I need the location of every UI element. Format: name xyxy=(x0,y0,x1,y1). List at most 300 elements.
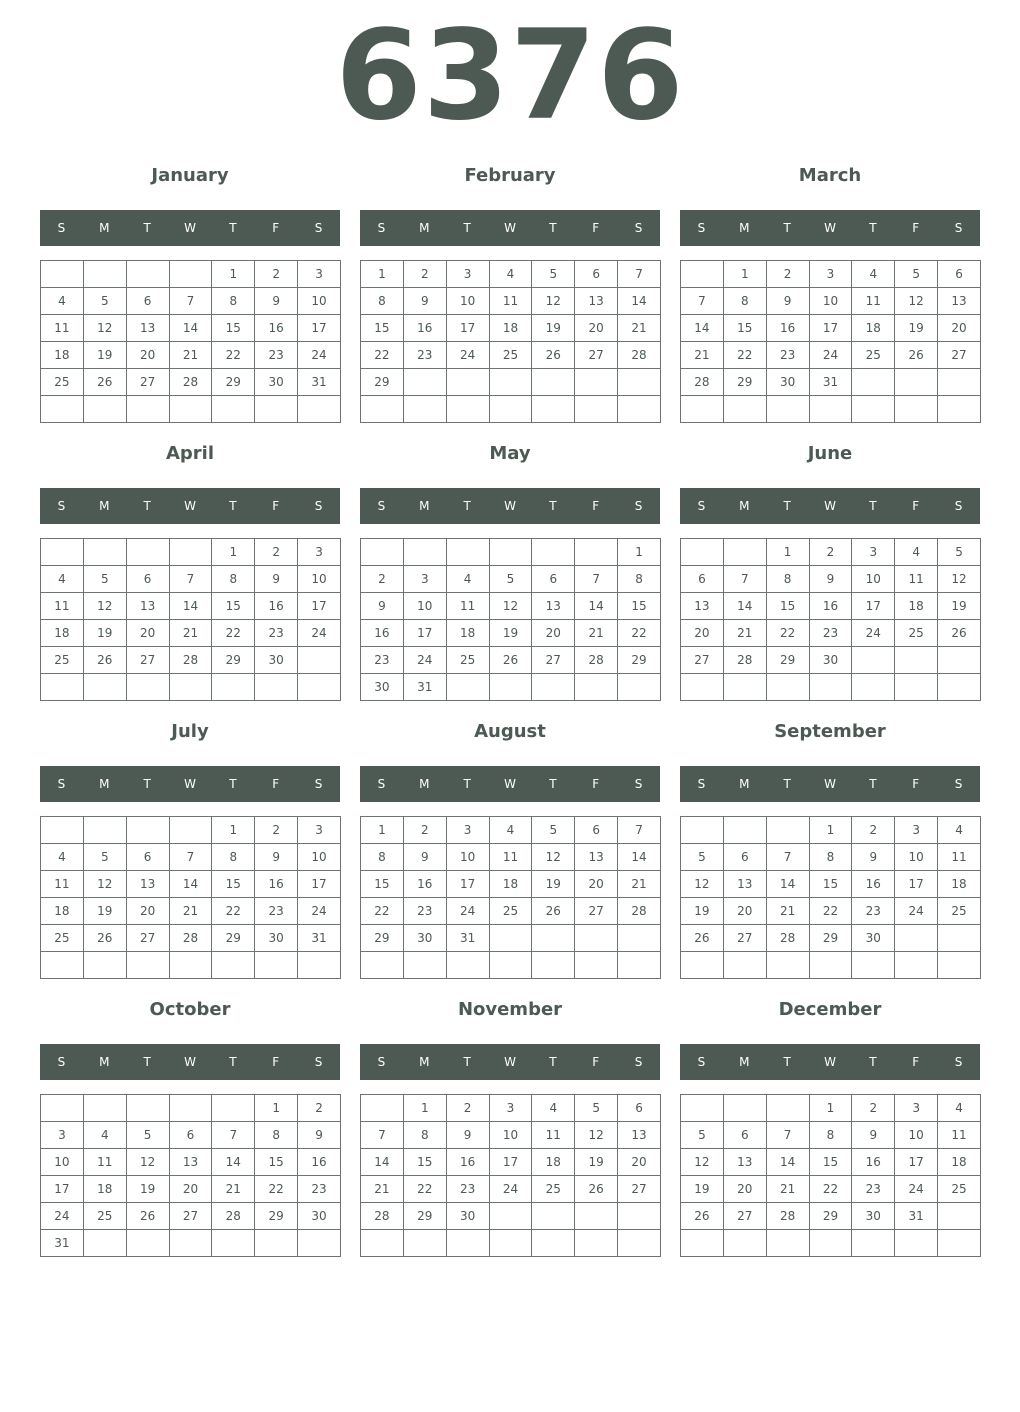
empty-cell xyxy=(255,1230,298,1257)
weekday-label: S xyxy=(954,1055,963,1069)
day-cell: 4 xyxy=(83,1122,126,1149)
day-cell: 4 xyxy=(41,844,84,871)
day-cell: 21 xyxy=(169,620,212,647)
day-cell: 11 xyxy=(446,593,489,620)
week-row xyxy=(681,261,981,288)
empty-cell xyxy=(618,1203,661,1230)
day-cell: 6 xyxy=(575,817,618,844)
empty-cell xyxy=(938,369,981,396)
day-cell: 5 xyxy=(126,1122,169,1149)
day-cell: 10 xyxy=(403,593,446,620)
day-cell: 13 xyxy=(681,593,724,620)
day-cell: 3 xyxy=(41,1122,84,1149)
day-cell: 5 xyxy=(83,288,126,315)
week-row xyxy=(681,396,981,423)
weekday-header xyxy=(40,210,340,246)
empty-cell xyxy=(361,952,404,979)
day-cell: 9 xyxy=(766,288,809,315)
day-cell: 1 xyxy=(212,539,255,566)
day-grid xyxy=(360,1094,661,1257)
day-cell: 15 xyxy=(809,1149,852,1176)
weekday-label: S xyxy=(954,777,963,791)
month-october xyxy=(40,996,340,1250)
weekday-label: S xyxy=(697,777,706,791)
day-cell: 16 xyxy=(809,593,852,620)
month-february xyxy=(360,162,660,389)
day-cell: 19 xyxy=(681,1176,724,1203)
weekday-label: T xyxy=(463,499,471,513)
week-row xyxy=(41,844,341,871)
empty-cell xyxy=(169,261,212,288)
day-cell: 29 xyxy=(403,1203,446,1230)
month-november xyxy=(360,996,660,1223)
day-cell: 8 xyxy=(809,1122,852,1149)
day-cell: 2 xyxy=(255,539,298,566)
day-grid xyxy=(680,816,981,979)
day-cell: 20 xyxy=(575,315,618,342)
day-cell: 30 xyxy=(852,925,895,952)
day-cell: 27 xyxy=(575,342,618,369)
empty-cell xyxy=(938,925,981,952)
day-cell: 2 xyxy=(809,539,852,566)
week-row xyxy=(681,871,981,898)
day-cell: 2 xyxy=(361,566,404,593)
day-cell: 14 xyxy=(766,1149,809,1176)
day-cell: 19 xyxy=(489,620,532,647)
empty-cell xyxy=(83,674,126,701)
month-name: July xyxy=(171,721,209,742)
day-cell: 4 xyxy=(446,566,489,593)
empty-cell xyxy=(41,817,84,844)
weekday-label: S xyxy=(377,777,386,791)
weekday-label: T xyxy=(229,221,237,235)
empty-cell xyxy=(895,369,938,396)
weekday-header xyxy=(360,1044,660,1080)
day-cell: 12 xyxy=(532,288,575,315)
weekday-label: F xyxy=(912,221,920,235)
empty-cell xyxy=(126,539,169,566)
day-cell: 9 xyxy=(255,566,298,593)
day-cell: 12 xyxy=(83,593,126,620)
day-cell: 16 xyxy=(255,871,298,898)
empty-cell xyxy=(212,1230,255,1257)
day-cell: 1 xyxy=(361,261,404,288)
weekday-label: M xyxy=(739,221,750,235)
week-row xyxy=(41,647,341,674)
day-cell: 29 xyxy=(255,1203,298,1230)
weekday-label: M xyxy=(419,1055,430,1069)
day-cell: 1 xyxy=(361,817,404,844)
day-cell: 24 xyxy=(446,342,489,369)
day-cell: 10 xyxy=(298,288,341,315)
day-cell: 11 xyxy=(489,288,532,315)
empty-cell xyxy=(212,396,255,423)
week-row xyxy=(681,288,981,315)
weekday-label: W xyxy=(504,499,516,513)
empty-cell xyxy=(681,261,724,288)
day-cell: 13 xyxy=(126,871,169,898)
day-cell: 4 xyxy=(938,817,981,844)
day-cell: 26 xyxy=(126,1203,169,1230)
weekday-header xyxy=(680,488,980,524)
empty-cell xyxy=(169,396,212,423)
day-cell: 29 xyxy=(212,925,255,952)
day-cell: 30 xyxy=(298,1203,341,1230)
day-cell: 29 xyxy=(361,925,404,952)
day-cell: 1 xyxy=(212,261,255,288)
day-cell: 21 xyxy=(575,620,618,647)
empty-cell xyxy=(83,396,126,423)
empty-cell xyxy=(766,817,809,844)
day-cell: 7 xyxy=(766,844,809,871)
day-cell: 4 xyxy=(489,261,532,288)
day-cell: 9 xyxy=(852,1122,895,1149)
empty-cell xyxy=(681,396,724,423)
day-cell: 5 xyxy=(895,261,938,288)
day-cell: 11 xyxy=(895,566,938,593)
weekday-label: T xyxy=(549,777,557,791)
day-cell: 10 xyxy=(809,288,852,315)
day-cell: 5 xyxy=(938,539,981,566)
day-cell: 12 xyxy=(83,871,126,898)
day-cell: 24 xyxy=(895,898,938,925)
day-cell: 3 xyxy=(489,1095,532,1122)
day-cell: 3 xyxy=(446,817,489,844)
empty-cell xyxy=(212,674,255,701)
empty-cell xyxy=(489,925,532,952)
day-cell: 27 xyxy=(532,647,575,674)
month-march xyxy=(680,162,980,389)
empty-cell xyxy=(895,952,938,979)
weekday-label: F xyxy=(592,499,600,513)
day-cell: 31 xyxy=(809,369,852,396)
day-cell: 12 xyxy=(681,871,724,898)
day-cell: 23 xyxy=(255,620,298,647)
day-cell: 2 xyxy=(298,1095,341,1122)
day-cell: 30 xyxy=(255,925,298,952)
weekday-header xyxy=(40,488,340,524)
empty-cell xyxy=(446,1230,489,1257)
day-cell: 17 xyxy=(298,871,341,898)
weekday-label: W xyxy=(504,221,516,235)
day-cell: 13 xyxy=(532,593,575,620)
day-cell: 5 xyxy=(83,844,126,871)
weekday-label: T xyxy=(549,221,557,235)
day-cell: 12 xyxy=(575,1122,618,1149)
week-row xyxy=(681,566,981,593)
day-cell: 28 xyxy=(766,925,809,952)
day-cell: 17 xyxy=(809,315,852,342)
empty-cell xyxy=(766,1095,809,1122)
day-cell: 19 xyxy=(83,342,126,369)
week-row xyxy=(681,315,981,342)
day-cell: 12 xyxy=(489,593,532,620)
day-cell: 22 xyxy=(723,342,766,369)
empty-cell xyxy=(532,1230,575,1257)
empty-cell xyxy=(298,396,341,423)
empty-cell xyxy=(446,369,489,396)
day-cell: 20 xyxy=(575,871,618,898)
week-row xyxy=(361,315,661,342)
empty-cell xyxy=(575,369,618,396)
weekday-label: S xyxy=(314,499,323,513)
day-cell: 21 xyxy=(681,342,724,369)
empty-cell xyxy=(723,1095,766,1122)
day-cell: 30 xyxy=(255,369,298,396)
week-row xyxy=(41,1176,341,1203)
day-cell: 2 xyxy=(852,1095,895,1122)
day-cell: 6 xyxy=(126,844,169,871)
empty-cell xyxy=(681,817,724,844)
empty-cell xyxy=(723,396,766,423)
day-cell: 16 xyxy=(403,315,446,342)
day-cell: 8 xyxy=(723,288,766,315)
day-cell: 22 xyxy=(212,620,255,647)
empty-cell xyxy=(83,1095,126,1122)
day-cell: 24 xyxy=(489,1176,532,1203)
day-cell: 21 xyxy=(361,1176,404,1203)
day-cell: 9 xyxy=(403,288,446,315)
empty-cell xyxy=(41,952,84,979)
day-cell: 7 xyxy=(723,566,766,593)
day-cell: 15 xyxy=(212,593,255,620)
day-cell: 25 xyxy=(895,620,938,647)
day-cell: 16 xyxy=(446,1149,489,1176)
empty-cell xyxy=(618,1230,661,1257)
day-cell: 8 xyxy=(212,566,255,593)
empty-cell xyxy=(169,674,212,701)
day-cell: 30 xyxy=(766,369,809,396)
empty-cell xyxy=(489,396,532,423)
day-cell: 22 xyxy=(361,342,404,369)
day-cell: 20 xyxy=(126,342,169,369)
week-row xyxy=(361,1149,661,1176)
day-cell: 14 xyxy=(618,288,661,315)
day-cell: 31 xyxy=(403,674,446,701)
day-cell: 4 xyxy=(938,1095,981,1122)
month-december xyxy=(680,996,980,1223)
day-cell: 23 xyxy=(403,342,446,369)
day-cell: 18 xyxy=(41,620,84,647)
day-cell: 28 xyxy=(212,1203,255,1230)
empty-cell xyxy=(852,952,895,979)
day-cell: 3 xyxy=(809,261,852,288)
empty-cell xyxy=(618,674,661,701)
weekday-label: W xyxy=(184,1055,196,1069)
weekday-header xyxy=(40,766,340,802)
day-cell: 15 xyxy=(361,315,404,342)
day-cell: 9 xyxy=(809,566,852,593)
day-cell: 2 xyxy=(255,817,298,844)
empty-cell xyxy=(361,1230,404,1257)
weekday-label: S xyxy=(634,777,643,791)
week-row xyxy=(361,593,661,620)
day-cell: 26 xyxy=(489,647,532,674)
day-cell: 3 xyxy=(446,261,489,288)
day-cell: 19 xyxy=(681,898,724,925)
day-cell: 14 xyxy=(169,315,212,342)
week-row xyxy=(41,261,341,288)
day-cell: 8 xyxy=(618,566,661,593)
weekday-header xyxy=(360,766,660,802)
day-cell: 18 xyxy=(938,1149,981,1176)
day-cell: 28 xyxy=(723,647,766,674)
empty-cell xyxy=(938,952,981,979)
weekday-label: F xyxy=(272,221,280,235)
day-cell: 17 xyxy=(41,1176,84,1203)
weekday-label: W xyxy=(824,1055,836,1069)
day-cell: 24 xyxy=(895,1176,938,1203)
empty-cell xyxy=(489,1203,532,1230)
empty-cell xyxy=(681,1230,724,1257)
day-cell: 22 xyxy=(766,620,809,647)
weekday-label: T xyxy=(143,777,151,791)
day-cell: 4 xyxy=(41,566,84,593)
month-name: October xyxy=(149,999,231,1020)
day-cell: 23 xyxy=(298,1176,341,1203)
weekday-label: F xyxy=(912,1055,920,1069)
week-row xyxy=(681,647,981,674)
empty-cell xyxy=(766,396,809,423)
day-cell: 19 xyxy=(532,315,575,342)
empty-cell xyxy=(298,647,341,674)
week-row xyxy=(361,871,661,898)
day-cell: 19 xyxy=(532,871,575,898)
empty-cell xyxy=(489,952,532,979)
weekday-label: W xyxy=(824,499,836,513)
week-row xyxy=(361,396,661,423)
day-cell: 22 xyxy=(618,620,661,647)
day-cell: 8 xyxy=(212,288,255,315)
empty-cell xyxy=(169,539,212,566)
day-grid xyxy=(40,1094,341,1257)
day-cell: 17 xyxy=(895,871,938,898)
day-cell: 15 xyxy=(403,1149,446,1176)
week-row xyxy=(41,539,341,566)
day-cell: 5 xyxy=(532,261,575,288)
day-cell: 15 xyxy=(723,315,766,342)
week-row xyxy=(681,952,981,979)
weekday-label: S xyxy=(954,499,963,513)
weekday-label: T xyxy=(869,221,877,235)
day-cell: 14 xyxy=(169,593,212,620)
day-grid xyxy=(40,260,341,423)
day-cell: 19 xyxy=(83,898,126,925)
week-row xyxy=(361,1203,661,1230)
month-name: April xyxy=(165,443,215,464)
weekday-header xyxy=(40,1044,340,1080)
day-cell: 28 xyxy=(766,1203,809,1230)
empty-cell xyxy=(126,817,169,844)
week-row xyxy=(681,898,981,925)
day-cell: 31 xyxy=(41,1230,84,1257)
day-cell: 8 xyxy=(766,566,809,593)
empty-cell xyxy=(532,674,575,701)
empty-cell xyxy=(575,952,618,979)
day-cell: 21 xyxy=(169,898,212,925)
empty-cell xyxy=(255,952,298,979)
weekday-label: T xyxy=(463,1055,471,1069)
day-cell: 3 xyxy=(298,817,341,844)
day-cell: 26 xyxy=(575,1176,618,1203)
day-cell: 26 xyxy=(938,620,981,647)
empty-cell xyxy=(723,674,766,701)
empty-cell xyxy=(938,396,981,423)
empty-cell xyxy=(403,952,446,979)
day-cell: 25 xyxy=(852,342,895,369)
weekday-label: F xyxy=(592,777,600,791)
empty-cell xyxy=(41,261,84,288)
day-cell: 20 xyxy=(126,898,169,925)
day-cell: 30 xyxy=(809,647,852,674)
day-cell: 26 xyxy=(83,925,126,952)
empty-cell xyxy=(83,261,126,288)
day-cell: 26 xyxy=(681,925,724,952)
day-cell: 6 xyxy=(575,261,618,288)
weekday-label: T xyxy=(229,499,237,513)
day-cell: 1 xyxy=(766,539,809,566)
empty-cell xyxy=(766,674,809,701)
week-row xyxy=(41,674,341,701)
month-name: September xyxy=(774,721,886,742)
week-row xyxy=(41,1122,341,1149)
day-cell: 9 xyxy=(361,593,404,620)
day-cell: 17 xyxy=(489,1149,532,1176)
day-cell: 23 xyxy=(446,1176,489,1203)
day-cell: 5 xyxy=(489,566,532,593)
weekday-label: S xyxy=(377,1055,386,1069)
day-cell: 29 xyxy=(766,647,809,674)
weekday-label: W xyxy=(184,221,196,235)
day-cell: 15 xyxy=(766,593,809,620)
day-cell: 30 xyxy=(446,1203,489,1230)
week-row xyxy=(361,566,661,593)
day-cell: 13 xyxy=(723,871,766,898)
week-row xyxy=(361,925,661,952)
day-cell: 29 xyxy=(361,369,404,396)
week-row xyxy=(681,593,981,620)
weekday-header xyxy=(360,210,660,246)
day-cell: 25 xyxy=(532,1176,575,1203)
empty-cell xyxy=(403,369,446,396)
week-row xyxy=(41,342,341,369)
empty-cell xyxy=(618,952,661,979)
day-cell: 21 xyxy=(169,342,212,369)
day-cell: 7 xyxy=(618,261,661,288)
day-cell: 10 xyxy=(852,566,895,593)
day-cell: 20 xyxy=(681,620,724,647)
weekday-label: S xyxy=(57,221,66,235)
weekday-label: F xyxy=(272,777,280,791)
day-cell: 17 xyxy=(895,1149,938,1176)
empty-cell xyxy=(83,539,126,566)
weekday-label: T xyxy=(869,1055,877,1069)
day-cell: 23 xyxy=(766,342,809,369)
day-cell: 28 xyxy=(575,647,618,674)
day-cell: 12 xyxy=(681,1149,724,1176)
day-cell: 26 xyxy=(681,1203,724,1230)
week-row xyxy=(681,539,981,566)
weekday-header xyxy=(680,1044,980,1080)
empty-cell xyxy=(809,396,852,423)
weekday-label: T xyxy=(783,221,791,235)
weekday-label: F xyxy=(272,499,280,513)
month-may xyxy=(360,440,660,694)
day-cell: 14 xyxy=(618,844,661,871)
day-cell: 20 xyxy=(126,620,169,647)
day-cell: 18 xyxy=(852,315,895,342)
month-name: February xyxy=(464,165,556,186)
